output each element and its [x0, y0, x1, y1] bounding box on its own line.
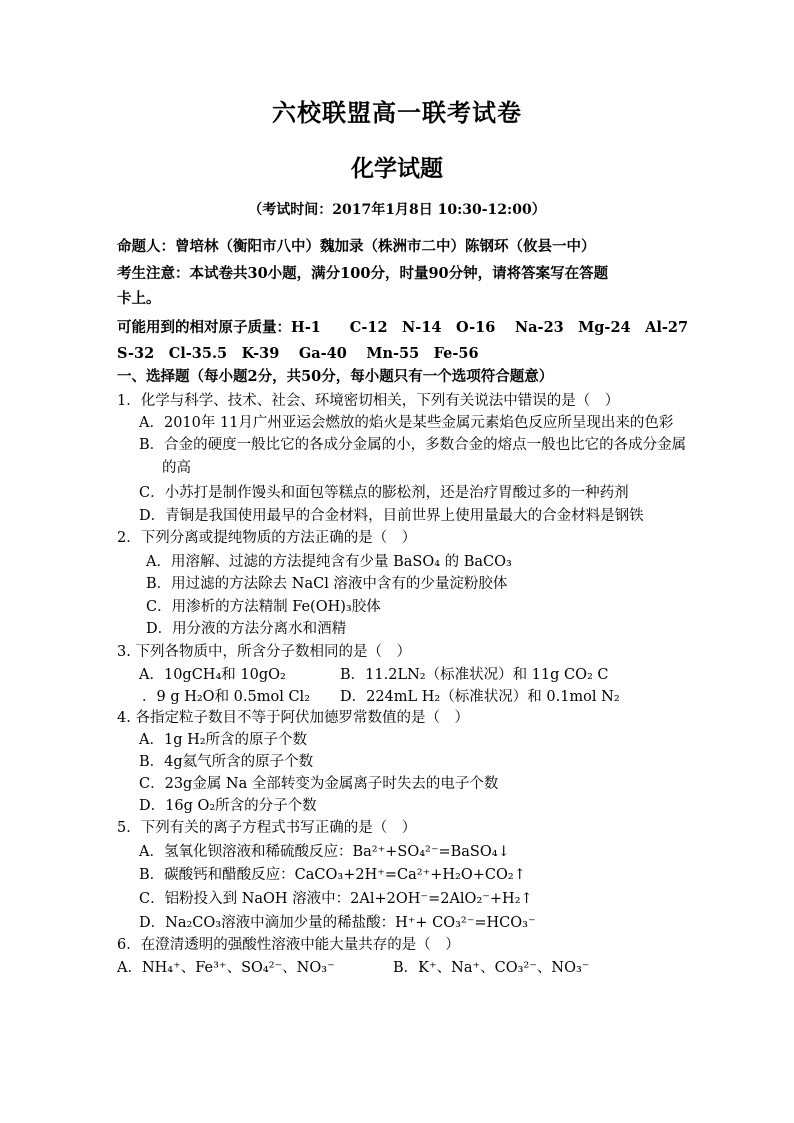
q3-option-c: ．9 g H₂O和 0.5mol Cl₂ — [142, 689, 311, 705]
atomic-masses-line-1: 可能用到的相对原子质量：H-1 C-12 N-14 O-16 Na-23 Mg-24 Al-27 — [117, 319, 689, 336]
q2-option-d: D．用分液的方法分离水和酒精 — [146, 621, 347, 637]
section-heading: 一、选择题（每小题2分，共50分，每小题只有一个选项符合题意） — [117, 368, 554, 385]
q2-option-a: A．用溶解、过滤的方法提纯含有少量 BaSO₄ 的 BaCO₃ — [146, 554, 512, 570]
exam-subtitle: 化学试题 — [351, 155, 443, 182]
q4-option-b: B．4g氦气所含的原子个数 — [139, 754, 314, 770]
authors-line: 命题人：曾培林（衡阳市八中）魏加录（株洲市二中）陈钢环（攸县一中） — [117, 238, 596, 255]
q3-option-b: B．11.2LN₂（标准状况）和 11g CO₂ C — [340, 667, 609, 683]
q4-stem: 4. 各指定粒子数目不等于阿伏加德罗常数值的是（ ） — [117, 710, 469, 726]
q4-option-c: C．23g金属 Na 全部转变为金属离子时失去的电子个数 — [139, 776, 499, 792]
q1-option-b: B．合金的硬度一般比它的各成分金属的小，多数合金的熔点一般也比它的各成分金属 — [139, 437, 687, 453]
q1-option-d: D．青铜是我国使用最早的合金材料，目前世界上使用量最大的合金材料是钢铁 — [139, 508, 644, 524]
q1-stem: 1．化学与科学、技术、社会、环境密切相关，下列有关说法中错误的是（ ） — [117, 393, 620, 409]
q6-option-b: B．K⁺、Na⁺、CO₃²⁻、NO₃⁻ — [393, 960, 590, 976]
q5-option-b: B．碳酸钙和醋酸反应：CaCO₃+2H⁺=Ca²⁺+H₂O+CO₂↑ — [139, 867, 526, 883]
q1-option-b-cont: 的高 — [162, 460, 191, 476]
q5-option-a: A．氢氧化钡溶液和稀硫酸反应：Ba²⁺+SO₄²⁻=BaSO₄↓ — [139, 844, 510, 860]
notice-line-2: 卡上。 — [117, 290, 161, 307]
q1-option-c: C．小苏打是制作馒头和面包等糕点的膨松剂，还是治疗胃酸过多的一种药剂 — [139, 485, 629, 501]
q4-option-d: D．16g O₂所含的分子个数 — [139, 798, 317, 814]
q1-option-a: A．2010年 11月广州亚运会燃放的焰火是某些金属元素焰色反应所呈现出来的色彩 — [139, 415, 674, 431]
exam-title: 六校联盟高一联考试卷 — [272, 98, 522, 127]
q5-stem: 5．下列有关的离子方程式书写正确的是（ ） — [117, 820, 417, 836]
q3-option-d: D．224mL H₂（标准状况）和 0.1mol N₂ — [340, 689, 620, 705]
q3-stem: 3. 下列各物质中，所含分子数相同的是（ ） — [117, 644, 411, 660]
q2-stem: 2．下列分离或提纯物质的方法正确的是（ ） — [117, 530, 417, 546]
q5-option-d: D．Na₂CO₃溶液中滴加少量的稀盐酸：H⁺+ CO₃²⁻=HCO₃⁻ — [139, 915, 536, 931]
q4-option-a: A．1g H₂所含的原子个数 — [139, 732, 308, 748]
atomic-masses-line-2: S-32 Cl-35.5 K-39 Ga-40 Mn-55 Fe-56 — [117, 345, 479, 362]
q3-option-a: A．10gCH₄和 10gO₂ — [139, 667, 286, 683]
exam-time: （考试时间：2017年1月8日 10:30-12:00） — [248, 202, 546, 218]
q2-option-b: B．用过滤的方法除去 NaCl 溶液中含有的少量淀粉胶体 — [146, 576, 508, 592]
notice-line-1: 考生注意：本试卷共30小题，满分100分，时量90分钟，请将答案写在答题 — [117, 265, 609, 282]
q6-stem: 6．在澄清透明的强酸性溶液中能大量共存的是（ ） — [117, 937, 460, 953]
q5-option-c: C．铝粉投入到 NaOH 溶液中：2Al+2OH⁻=2AlO₂⁻+H₂↑ — [139, 891, 533, 907]
q2-option-c: C．用渗析的方法精制 Fe(OH)₃胶体 — [146, 599, 381, 615]
q6-option-a: A．NH₄⁺、Fe³⁺、SO₄²⁻、NO₃⁻ — [117, 960, 335, 976]
